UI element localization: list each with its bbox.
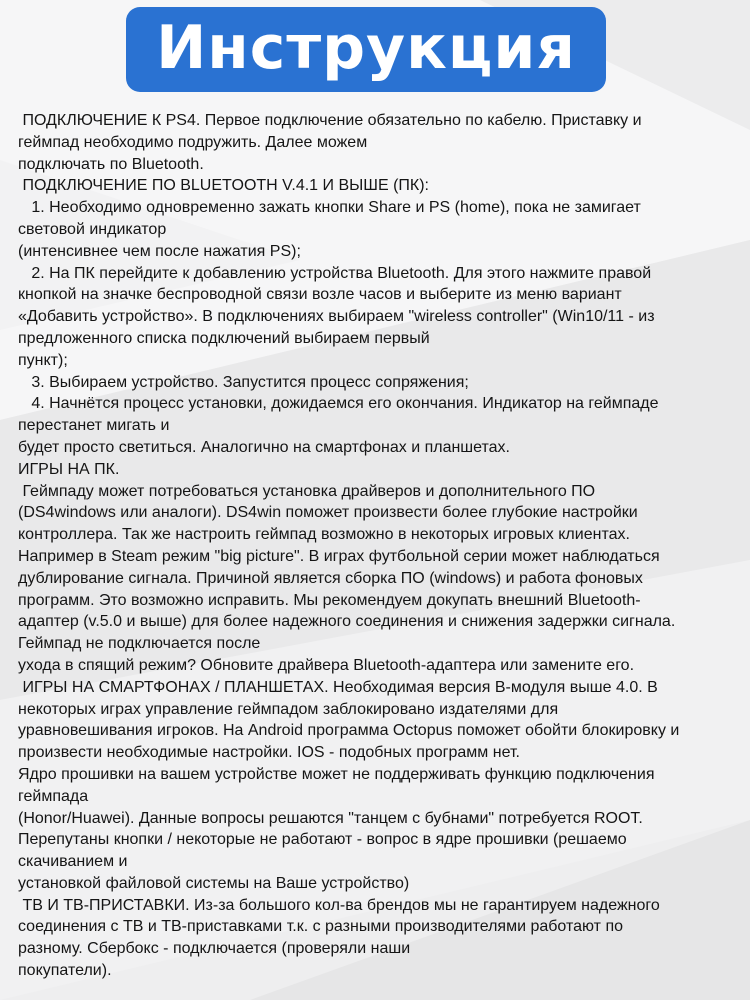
text-line: Ядро прошивки на вашем устройстве может не поддерживать функцию подключения xyxy=(18,765,655,783)
title-banner xyxy=(126,7,606,92)
instruction-text xyxy=(18,110,738,982)
page-title: Инструкция xyxy=(156,12,576,83)
text-line: некоторых играх управление геймпадом заблокировано издателями для xyxy=(18,700,559,718)
text-line: соединения с ТВ и ТВ-приставками т.к. с разными производителями работают по xyxy=(18,918,624,936)
text-line: Геймпаду может потребоваться установка драйверов и дополнительного ПО xyxy=(18,482,596,500)
text-line: уравновешивания игроков. На Android программа Octopus поможет обойти блокировку и xyxy=(18,722,680,740)
text-line: скачиванием и xyxy=(18,853,128,871)
text-line: Геймпад не подключается после xyxy=(18,635,261,653)
text-line: 3. Выбираем устройство. Запустится процесс сопряжения; xyxy=(18,373,469,391)
text-line: подключать по Bluetooth. xyxy=(18,155,204,173)
text-line: ИГРЫ НА ПК. xyxy=(18,460,120,478)
text-line: Например в Steam режим "big picture". В играх футбольной серии может наблюдаться xyxy=(18,547,660,565)
text-line: ТВ И ТВ-ПРИСТАВКИ. Из-за большого кол-ва брендов мы не гарантируем надежного xyxy=(18,896,660,914)
text-line: (интенсивнее чем после нажатия PS); xyxy=(18,242,301,260)
text-line: геймпада xyxy=(18,787,89,805)
text-line: покупатели). xyxy=(18,962,112,980)
text-line: геймпад необходимо подружить. Далее можем xyxy=(18,133,368,151)
text-line: пункт); xyxy=(18,351,68,369)
text-line: разному. Сбербокс - подключается (проверяли наши xyxy=(18,940,411,958)
text-line: ПОДКЛЮЧЕНИЕ ПО BLUETOOTH V.4.1 И ВЫШЕ (ПК): xyxy=(18,177,429,195)
text-line: программ. Это возможно исправить. Мы рекомендуем докупать внешний Bluetooth- xyxy=(18,591,641,609)
text-line: Перепутаны кнопки / некоторые не работают - вопрос в ядре прошивки (решаемо xyxy=(18,831,627,849)
text-line: адаптер (v.5.0 и выше) для более надежного соединения и снижения задержки сигнала. xyxy=(18,613,676,631)
text-line: 1. Необходимо одновременно зажать кнопки Share и PS (home), пока не замигает xyxy=(18,199,641,217)
text-line: световой индикатор xyxy=(18,220,167,238)
text-line: контроллера. Так же настроить геймпад возможно в некоторых игровых клиентах. xyxy=(18,526,630,544)
text-line: установкой файловой системы на Ваше устройство) xyxy=(18,874,410,892)
text-line: 2. На ПК перейдите к добавлению устройства Bluetooth. Для этого нажмите правой xyxy=(18,264,652,282)
text-line: перестанет мигать и xyxy=(18,417,170,435)
text-line: произвести необходимые настройки. IOS - подобных программ нет. xyxy=(18,744,520,762)
text-line: ухода в спящий режим? Обновите драйвера Bluetooth-адаптера или замените его. xyxy=(18,656,635,674)
text-line: предложенного списка подключений выбираем первый xyxy=(18,329,430,347)
text-line: (Honor/Huawei). Данные вопросы решаются "танцем с бубнами" потребуется ROOT. xyxy=(18,809,643,827)
text-line: (DS4windows или аналоги). DS4win поможет произвести более глубокие настройки xyxy=(18,504,638,522)
text-line: дублирование сигнала. Причиной является сборка ПО (windows) и работа фоновых xyxy=(18,569,643,587)
text-line: ПОДКЛЮЧЕНИЕ К PS4. Первое подключение обязательно по кабелю. Приставку и xyxy=(18,112,642,129)
text-line: ИГРЫ НА СМАРТФОНАХ / ПЛАНШЕТАХ. Необходимая версия B-модуля выше 4.0. В xyxy=(18,678,658,696)
text-line: «Добавить устройство». В подключениях выбираем "wireless controller" (Win10/11 - из xyxy=(18,308,655,326)
text-line: кнопкой на значке беспроводной связи возле часов и выберите из меню вариант xyxy=(18,286,622,304)
text-line: 4. Начнётся процесс установки, дожидаемся его окончания. Индикатор на геймпаде xyxy=(18,395,659,413)
text-line: будет просто светиться. Аналогично на смартфонах и планшетах. xyxy=(18,438,510,456)
